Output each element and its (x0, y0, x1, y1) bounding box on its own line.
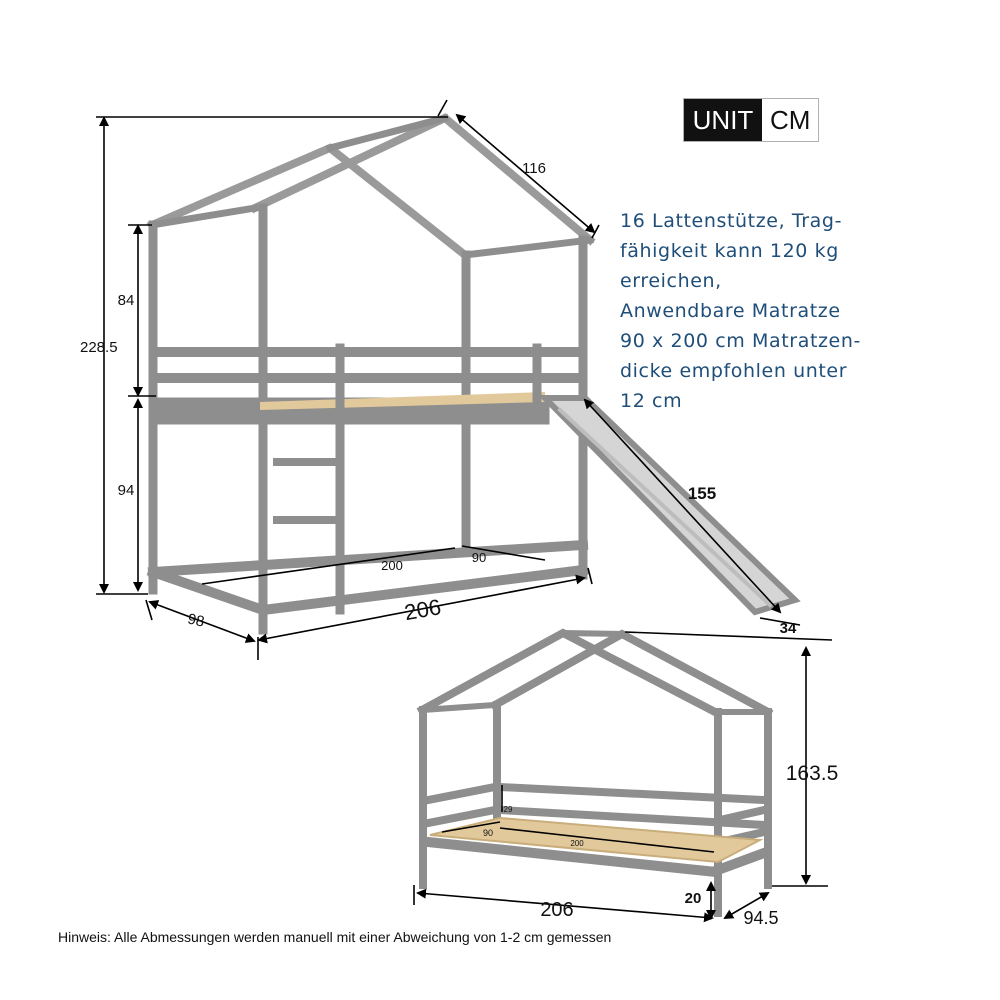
measurement-footnote: Hinweis: Alle Abmessungen werden manuell mit einer Abweichung von 1-2 cm gemessen (58, 929, 612, 945)
bunk-depth: 98 (186, 610, 206, 631)
product-description (620, 206, 920, 416)
single-leg-height: 20 (684, 890, 702, 907)
bunk-total-height: 228.5 (80, 339, 118, 356)
bunk-upper-height: 84 (117, 292, 135, 309)
bunk-slide-width: 34 (779, 620, 797, 637)
bunk-roof-depth: 116 (522, 160, 546, 177)
bunk-mattress-width: 90 (471, 550, 487, 565)
description-line: Anwendbare Matratze (620, 300, 841, 322)
single-depth: 94.5 (743, 908, 779, 928)
single-bed-illustration (422, 633, 768, 913)
single-total-height: 163.5 (785, 762, 839, 785)
unit-value: CM (762, 99, 818, 141)
bunk-lower-height: 94 (117, 482, 135, 499)
single-mattress-width: 90 (482, 828, 494, 838)
description-line: fähigkeit kann 120 kg (620, 240, 839, 262)
single-mattress-length: 200 (570, 839, 584, 848)
single-length: 206 (540, 899, 574, 921)
single-rail-height: 29 (503, 805, 513, 814)
description-line: 12 cm (620, 390, 683, 412)
description-line: 90 x 200 cm Matratzen- (620, 330, 861, 352)
unit-label: UNIT (684, 99, 762, 141)
unit-badge (683, 98, 819, 142)
bunk-length: 206 (402, 594, 443, 626)
description-line: erreichen, (620, 270, 722, 292)
bunk-slide-length: 155 (687, 484, 717, 503)
bunk-mattress-length: 200 (381, 558, 403, 573)
description-line: dicke empfohlen unter (620, 360, 848, 382)
description-line: 16 Lattenstütze, Trag- (620, 210, 843, 232)
